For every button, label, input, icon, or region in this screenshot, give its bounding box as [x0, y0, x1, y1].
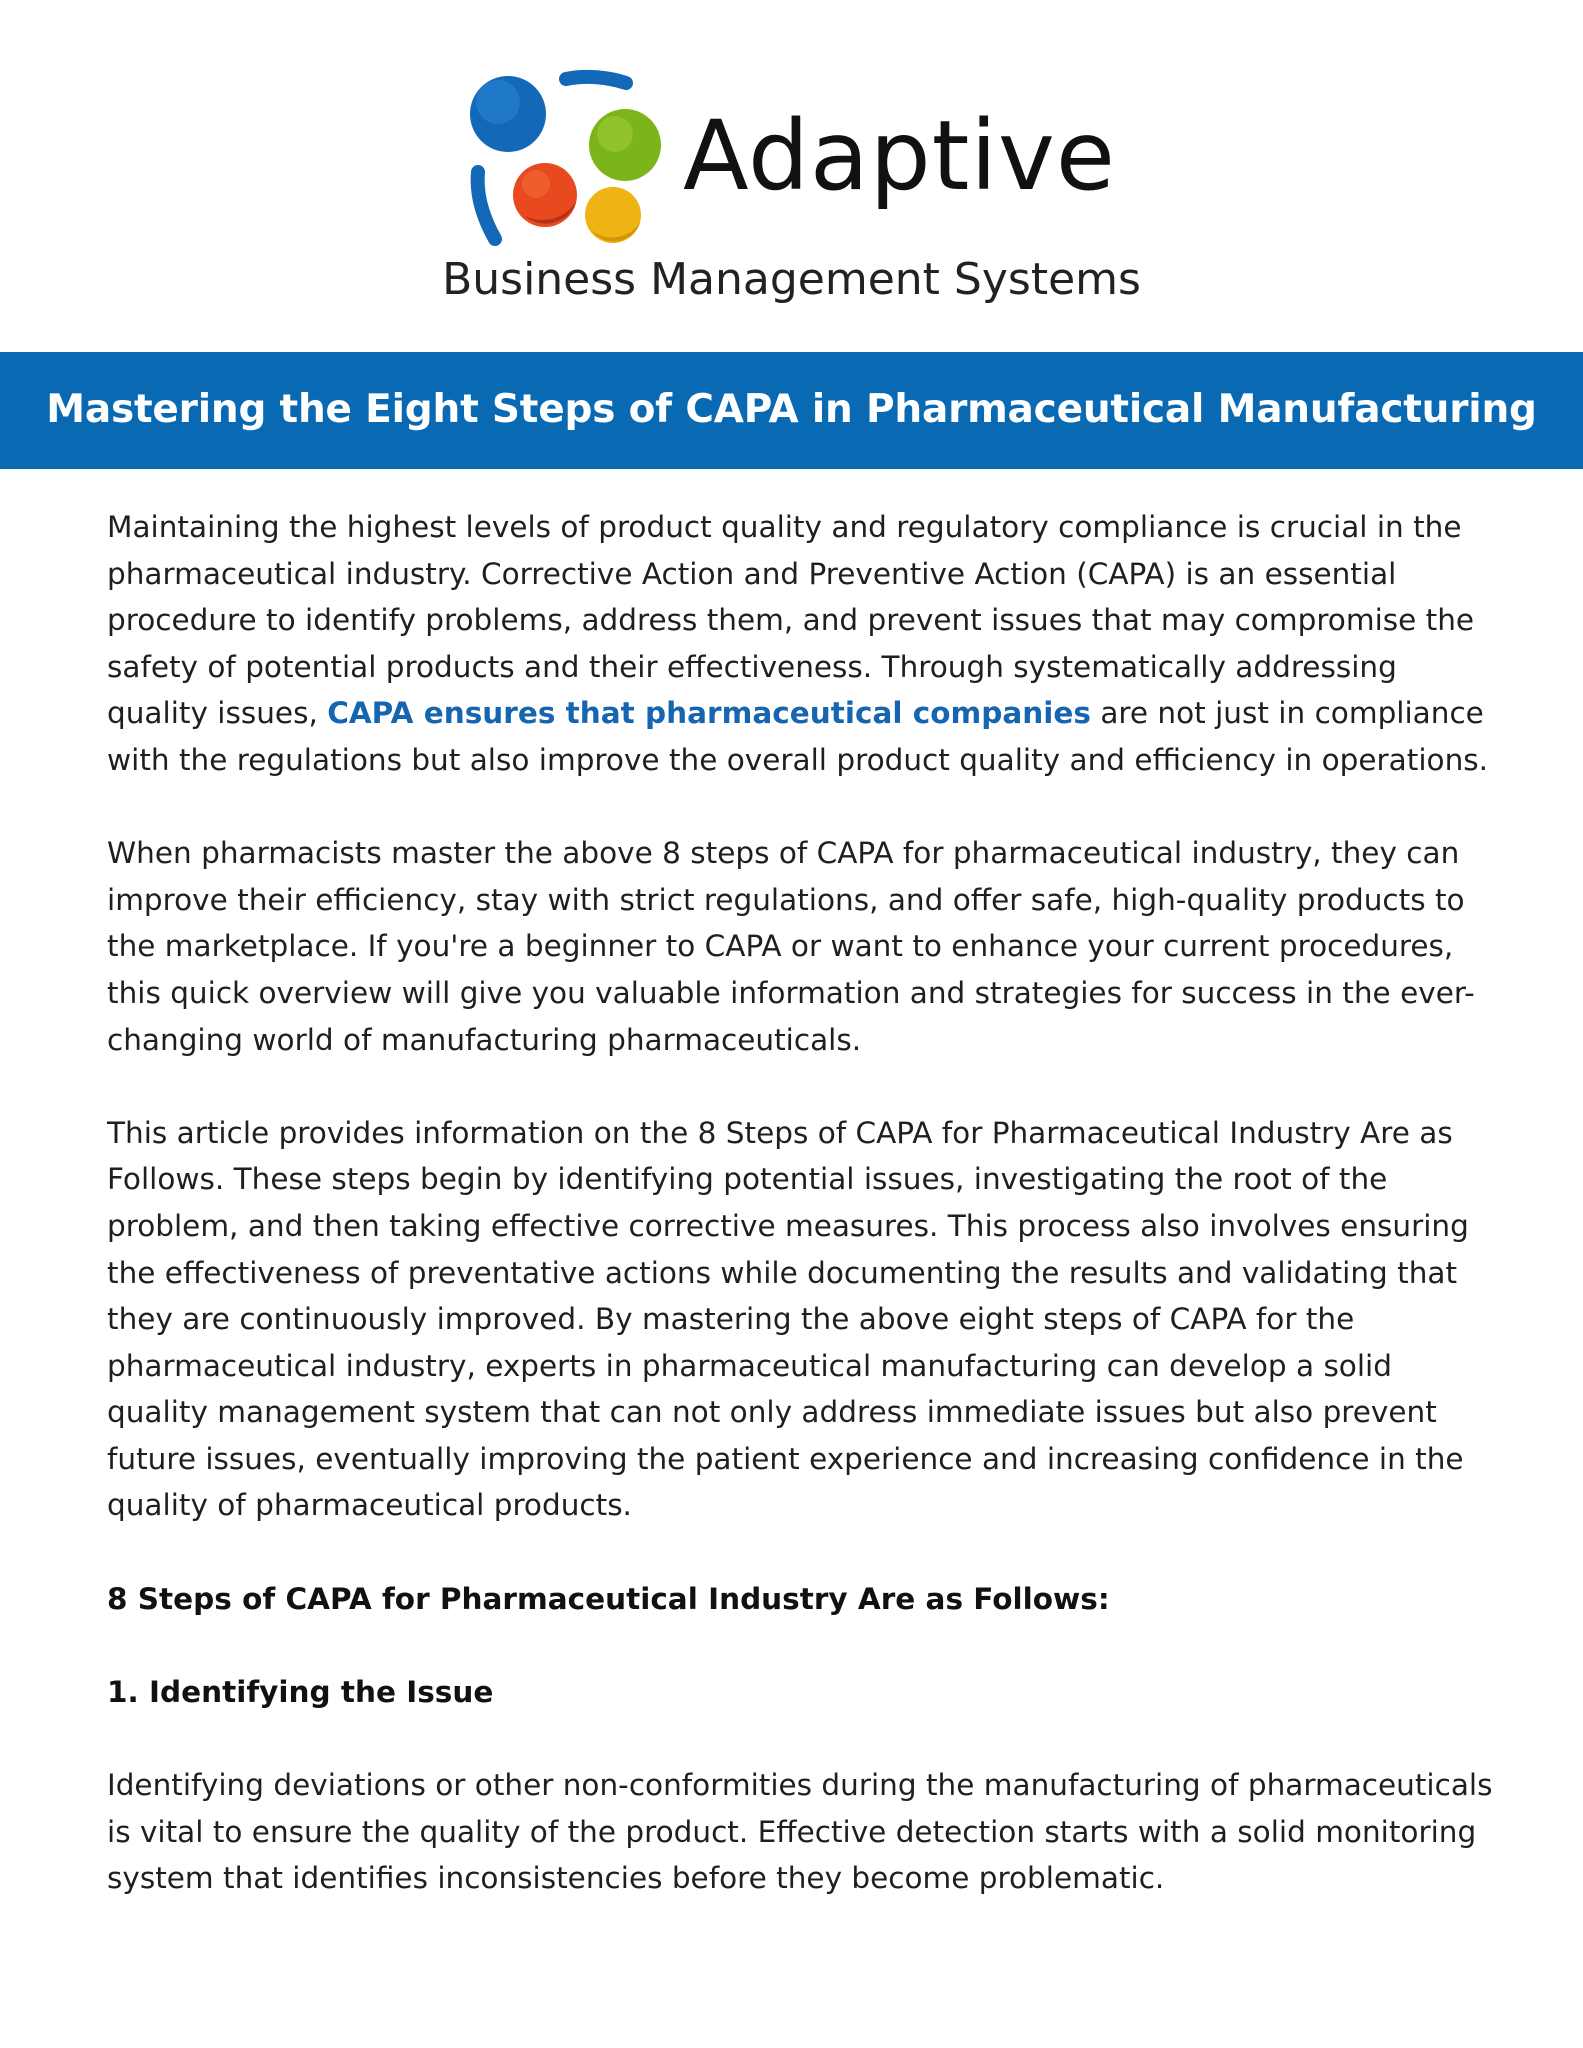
brand-name: Adaptive — [683, 100, 1116, 212]
adaptive-logo-icon — [468, 66, 668, 256]
intro-text-start: Maintaining the highest levels of product quality and regulatory compliance is crucial in the pharmaceutical industry. Corrective Action and Preventive Action (CAPA) is an essential procedure to identify problems, address them, and prevent issues that may compromise the safety of potential products and their effectiveness. Through systematically addressing quality issues, — [107, 510, 1475, 731]
brand-subtitle: Business Management Systems — [442, 254, 1141, 305]
paragraph-2: When pharmacists master the above 8 steps of CAPA for pharmaceutical industry, they can improve their efficiency, stay with strict regulations, and offer safe, high-quality products to the marketplace. If you're a beginner to CAPA or want to enhance your current procedures, this quick overview will give you valuable information and strategies for success in the ever-changing world of manufacturing pharmaceuticals. — [107, 836, 1475, 1057]
step-1-heading: 1. Identifying the Issue — [107, 1674, 494, 1709]
step-1-body: Identifying deviations or other non-conformities during the manufacturing of pharmaceuticals is vital to ensure the quality of the product. Effective detection starts with a solid monitoring system that identifies inconsistencies before they become problematic. — [107, 1768, 1493, 1896]
capa-link[interactable]: CAPA ensures that pharmaceutical companies — [327, 696, 1091, 731]
title-banner — [0, 352, 1583, 469]
page-title: Mastering the Eight Steps of CAPA in Pharmaceutical Manufacturing — [46, 387, 1537, 432]
steps-heading: 8 Steps of CAPA for Pharmaceutical Industry Are as Follows: — [107, 1581, 1110, 1616]
article-body — [107, 504, 1495, 1902]
document-header — [0, 0, 1583, 352]
intro-text-end: are not just in compliance with the regulations but also improve the overall product quality and efficiency in operations. — [107, 696, 1489, 777]
intro-paragraph — [107, 504, 1495, 784]
paragraph-3: This article provides information on the 8 Steps of CAPA for Pharmaceutical Industry Are as Follows. These steps begin by identifying potential issues, investigating the root of the problem, and then taking effective corrective measures. This process also involves ensuring the effectiveness of preventative actions while documenting the results and validating that they are continuously improved. By mastering the above eight steps of CAPA for the pharmaceutical industry, experts in pharmaceutical manufacturing can develop a solid quality management system that can not only address immediate issues but also prevent future issues, eventually improving the patient experience and increasing confidence in the quality of pharmaceutical products. — [107, 1115, 1469, 1523]
